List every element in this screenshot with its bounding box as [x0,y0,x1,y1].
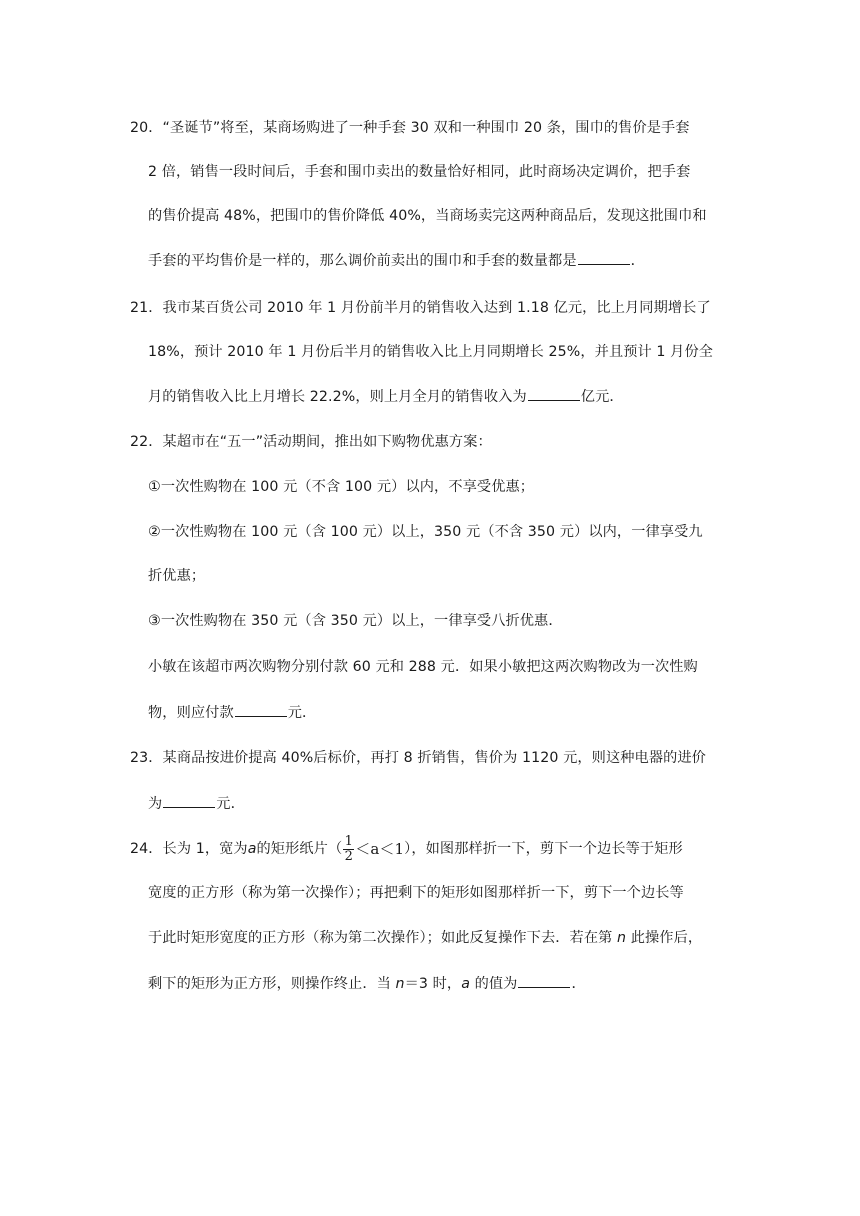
q24-line-3 [148,928,702,948]
q22-option-2: ②一次性购物在 100 元（含 100 元）以上，350 元（不含 350 元）以内，一律享受九 [148,524,703,540]
q21-line-2: 18%，预计 2010 年 1 月份后半月的销售收入比上月同期增长 25%，并且预计 1 月份全 [148,344,714,360]
q20-text: 手套的平均售价是一样的，那么调价前卖出的围巾和手套的数量都是 [148,253,577,269]
q22-option-3: ③一次性购物在 350 元（含 350 元）以上，一律享受八折优惠． [148,613,563,629]
var-a: a [247,841,257,857]
var-a: a [461,976,470,992]
answer-blank [235,702,287,717]
q23-end: 元． [216,796,245,812]
q22-option-1: ①一次性购物在 100 元（不含 100 元）以内，不享受优惠； [148,479,535,495]
q24-text: 于此时矩形宽度的正方形（称为第二次操作）；如此反复操作下去．若在第 [148,930,617,946]
inequality: ＜a＜1 [355,840,405,858]
q21-end: 亿元． [580,389,624,405]
q24-text-c: ），如图那样折一下，剪下一个边长等于矩形 [404,841,683,857]
var-n: n [395,976,405,992]
q22-option-2-cont: 折优惠； [148,568,206,584]
q21-line-3 [148,386,624,407]
q24-text: 剩下的矩形为正方形，则操作终止．当 [148,976,396,992]
q21-line-1: 21．我市某百货公司 2010 年 1 月份前半月的销售收入达到 1.18 亿元，比上月同期增长了 [130,300,711,316]
q20-line-1: 20．“圣诞节”将至，某商场购进了一种手套 30 双和一种围巾 20 条，围巾的售价是手套 [130,120,690,136]
fraction-denominator: 2 [344,848,353,864]
q21-text: 月的销售收入比上月增长 22.2%，则上月全月的销售收入为 [148,389,527,405]
q22-text: 物，则应付款 [148,705,234,721]
q24-line-2: 宽度的正方形（称为第一次操作）；再把剩下的矩形如图那样折一下，剪下一个边长等 [148,885,684,901]
q24-text: 此操作后， [626,930,703,946]
answer-blank [528,386,580,401]
q23-line-2 [148,793,245,814]
q24-text: ＝3 时， [404,976,462,992]
q22-line-6: 小敏在该超市两次购物分别付款 60 元和 288 元．如果小敏把这两次购物改为一次性购 [148,659,698,675]
q20-line-2: 2 倍，销售一段时间后，手套和围巾卖出的数量恰好相同，此时商场决定调价，把手套 [148,164,691,180]
q24-text: 的值为 [470,976,518,992]
q24-line-1 [130,834,683,864]
q24-text-a: 24．长为 1，宽为 [130,841,248,857]
q22-line-1: 22．某超市在“五一”活动期间，推出如下购物优惠方案： [130,434,492,450]
q24-end: ． [571,976,586,992]
fraction-numerator: 1 [344,833,353,849]
q22-end: 元． [287,705,317,721]
q20-line-3: 的售价提高 48%，把围巾的售价降低 40%，当商场卖完这两种商品后，发现这批围巾和 [148,208,707,224]
answer-blank [578,250,630,265]
q20-end: ． [630,253,645,269]
q22-line-7 [148,702,316,723]
q24-line-4 [148,973,586,994]
fraction-one-half [343,835,354,864]
q24-text-b: 的矩形纸片（ [256,841,343,857]
q23-text: 为 [148,796,163,812]
q20-line-4 [148,250,645,271]
answer-blank [163,793,215,808]
q23-line-1: 23．某商品按进价提高 40%后标价，再打 8 折销售，售价为 1120 元，则这种电器的进价 [130,750,706,766]
var-n: n [617,930,627,946]
answer-blank [518,973,570,988]
